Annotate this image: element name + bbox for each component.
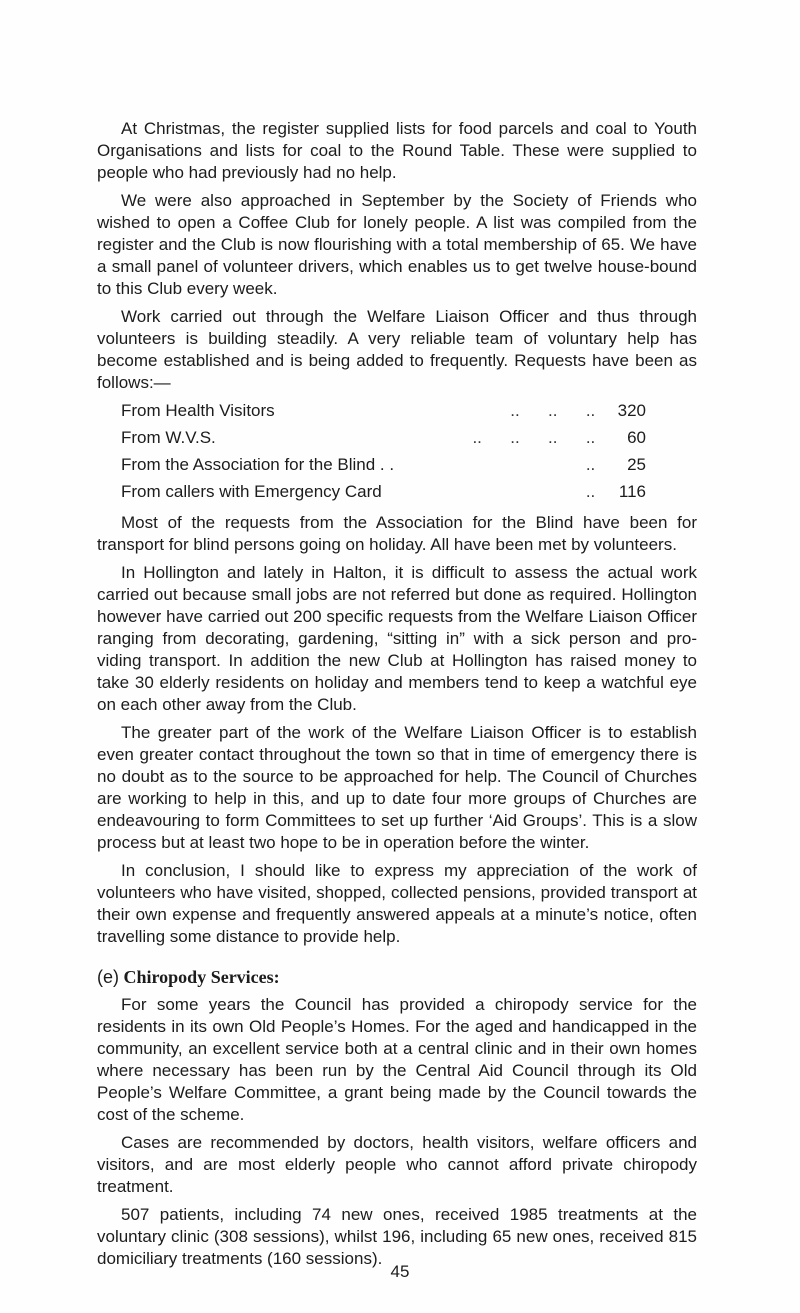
request-source: From callers with Emergency Card <box>121 482 382 501</box>
paragraph-welfare-liaison-work: Work carried out through the Welfare Liaison Officer and thus through volunteers is building steadily. A very reliable team of voluntary help has become established and is being added to frequently. Requests have been as follows:— <box>97 307 697 392</box>
leader-dots: .. .. .. <box>505 401 600 420</box>
paragraph-blind-transport: Most of the requests from the Association for the Blind have been for transport for blind persons going on holiday. All have been met by volunteers. <box>97 513 697 554</box>
paragraph-hollington-halton: In Hollington and lately in Halton, it is difficult to assess the actual work carried out because small jobs are not referred but done as required. Hollington however have carried out 200 specific requests from the Welfare Liaison Officer ranging from decorating, gardening, “sitting in” with a sick person and pro-viding transport. In addition the new Club at Hollington has raised money to take 30 elderly residents on holiday and members tend to keep a watchful eye on each other away from the Club. <box>97 563 697 714</box>
page-body <box>97 118 697 1276</box>
leader-dots: .. .. .. .. <box>463 428 600 447</box>
request-source: From the Association for the Blind . . <box>121 455 395 474</box>
paragraph-chiropody-service: For some years the Council has provided a chiropody service for the residents in its own Old People’s Homes. For the aged and handicapped in the community, an excellent service both at a central clinic and in their own homes where necessary has been run by the Central Aid Council through its Old People’s Welfare Committee, a grant being made by the Council towards the cost of the scheme. <box>97 995 697 1124</box>
section-marker: (e) <box>97 967 119 987</box>
paragraph-patient-statistics: 507 patients, including 74 new ones, received 1985 treatments at the voluntary clinic (308 sessions), whilst 196, including 65 new ones, received 815 domiciliary treatments (160 sessions). <box>97 1205 697 1268</box>
paragraph-greater-contact: The greater part of the work of the Welfare Liaison Officer is to establish even greater contact throughout the town so that in time of emergency there is no doubt as to the source to be approached for help. The Council of Churches are working to help in this, and up to date four more groups of Churches are endeavouring to form Committees to set up further ‘Aid Groups’. This is a slow process but at least two hope to be in operation before the winter. <box>97 723 697 852</box>
request-row-wvs <box>121 427 646 454</box>
paragraph-conclusion: In conclusion, I should like to express my appreciation of the work of volunteers who have visited, shopped, collected pensions, provided transport at their own expense and frequently answered appeals at a minute’s notice, often travelling some distance to provide help. <box>97 861 697 946</box>
request-count: 60 <box>627 428 646 447</box>
requests-table <box>97 400 697 508</box>
section-title: Chiropody Services: <box>123 967 280 987</box>
request-count: 320 <box>617 401 646 420</box>
leader-dots: .. <box>557 482 600 501</box>
page-number: 45 <box>390 1262 410 1281</box>
leader-dots: .. <box>557 455 600 474</box>
request-row-association-blind <box>121 454 646 481</box>
request-count: 116 <box>618 482 646 501</box>
request-source: From W.V.S. <box>121 428 216 447</box>
paragraph-coffee-club: We were also approached in September by the Society of Friends who wished to open a Coffee Club for lonely people. A list was compiled from the register and the Club is now flourishing with a total membership of 65. We have a small panel of volunteer drivers, which enables us to get twelve house-bound to this Club every week. <box>97 191 697 298</box>
paragraph-christmas-register: At Christmas, the register supplied lists for food parcels and coal to Youth Organisations and lists for coal to the Round Table. These were supplied to people who had previously had no help. <box>97 119 697 182</box>
request-source: From Health Visitors <box>121 401 275 420</box>
paragraph-cases-recommended: Cases are recommended by doctors, health visitors, welfare officers and visitors, and are most elderly people who cannot afford private chiropody treatment. <box>97 1133 697 1196</box>
request-row-health-visitors <box>121 400 646 427</box>
section-heading-chiropody <box>97 966 697 988</box>
request-row-emergency-card <box>121 481 646 508</box>
request-count: 25 <box>627 455 646 474</box>
